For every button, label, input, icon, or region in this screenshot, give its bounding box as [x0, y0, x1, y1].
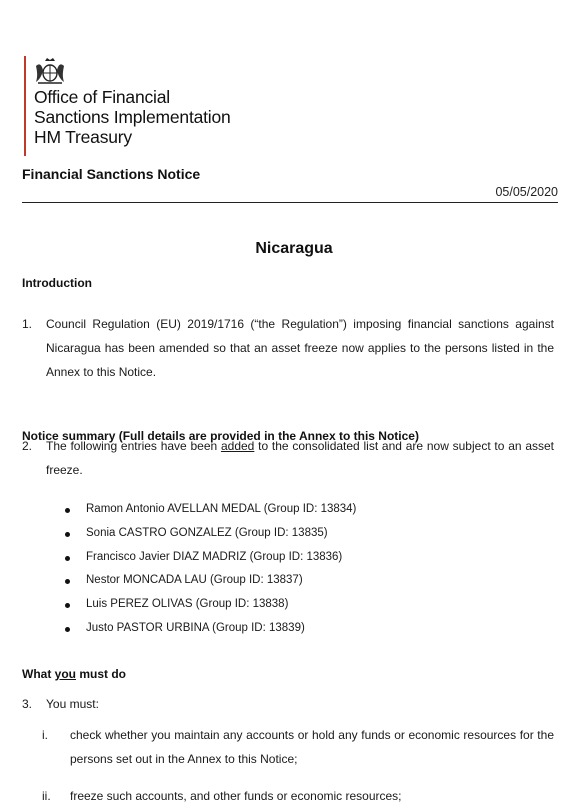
- must-do-heading: [22, 667, 126, 681]
- text-run: What: [22, 667, 55, 681]
- list-item: Ramon Antonio AVELLAN MEDAL (Group ID: 13834): [62, 498, 356, 522]
- designated-persons-list: [62, 498, 356, 641]
- paragraph-number: 2.: [22, 439, 33, 453]
- paragraph-2-content: [22, 434, 554, 482]
- paragraph-text: Council Regulation (EU) 2019/1716 (“the Regulation”) imposing financial sanctions against Nicaragua has been amended so that an asset freeze now applies to the persons listed in the Annex to this Notice.: [46, 317, 554, 379]
- roman-numeral: ii.: [42, 789, 51, 803]
- regime-title: Nicaragua: [255, 240, 333, 257]
- paragraph-text: [22, 434, 554, 482]
- sub-item-ii: [42, 784, 554, 808]
- sub-item-text: freeze such accounts, and other funds or economic resources;: [70, 789, 402, 803]
- paragraph-1: [22, 312, 554, 384]
- list-item: Justo PASTOR URBINA (Group ID: 13839): [62, 617, 356, 641]
- underlined-word: you: [54, 667, 77, 681]
- list-item: Nestor MONCADA LAU (Group ID: 13837): [62, 569, 356, 593]
- notice-date: 05/05/2020: [495, 185, 558, 199]
- org-line-3: HM Treasury: [34, 127, 132, 147]
- list-item: Sonia CASTRO GONZALEZ (Group ID: 13835): [62, 522, 356, 546]
- sub-item-i: [42, 723, 554, 771]
- introduction-heading: Introduction: [22, 276, 92, 290]
- text-run: to the consolidated list and are now subject to an asset freeze.: [46, 439, 554, 477]
- notice-title: Financial Sanctions Notice: [22, 166, 201, 182]
- text-run: must do: [76, 667, 127, 681]
- royal-crest-icon: [32, 56, 68, 86]
- paragraph-text: You must:: [46, 697, 99, 711]
- summary-heading: Notice summary (Full details are provided in the Annex to this Notice): [22, 429, 419, 443]
- org-line-1: Office of Financial: [34, 87, 170, 107]
- header-divider: [22, 202, 558, 203]
- text-run: The following entries have been: [46, 439, 221, 453]
- paragraph-3: [22, 692, 554, 716]
- roman-numeral: i.: [42, 728, 48, 742]
- underlined-word: added: [220, 439, 255, 453]
- paragraph-number: 3.: [22, 697, 33, 711]
- list-item: Luis PEREZ OLIVAS (Group ID: 13838): [62, 593, 356, 617]
- list-item: Francisco Javier DIAZ MADRIZ (Group ID: 13836): [62, 546, 356, 570]
- org-line-2: Sanctions Implementation: [34, 107, 231, 127]
- brand-bar: [24, 56, 26, 156]
- paragraph-number: 1.: [22, 317, 33, 331]
- organization-name: [34, 87, 231, 147]
- sub-item-text: check whether you maintain any accounts or hold any funds or economic resources for the persons set out in the Annex to this Notice;: [70, 728, 554, 766]
